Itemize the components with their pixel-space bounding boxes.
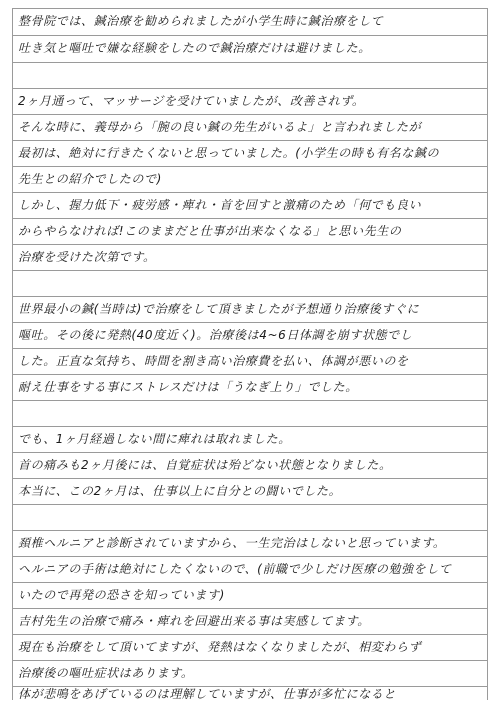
- letter-line-6: 最初は、絶対に行きたくないと思っていました。(小学生の時も有名な鍼の: [18, 146, 440, 160]
- letter-line-24: 吉村先生の治療で痛み・痺れを回避出来る事は実感してます。: [18, 614, 370, 628]
- letter-line-20: [18, 504, 484, 531]
- letter-line-22: ヘルニアの手術は絶対にしたくないので、(前職で少しだけ医療の勉強をして: [18, 562, 452, 576]
- letter-line-12: 世界最小の鍼(当時は)で治療をして頂きましたが予想通り治療後すぐに: [18, 302, 420, 316]
- letter-line-23: いたので再発の恐さを知っています): [18, 588, 225, 602]
- letter-line-25: 現在も治療をして頂いてますが、発熱はなくなりましたが、相変わらず: [18, 640, 422, 654]
- letter-line-26: 治療後の嘔吐症状はあります。: [18, 666, 194, 680]
- letter-line-2: 吐き気と嘔吐で嫌な経験をしたので鍼治療だけは避けました。: [18, 41, 371, 55]
- right-margin-line: [487, 8, 488, 700]
- left-margin-line: [12, 8, 13, 700]
- letter-line-3: [18, 62, 484, 89]
- letter-line-16: [18, 400, 484, 427]
- letter-line-13: 嘔吐。その後に発熱(40度近く)。治療後は4~6日体調を崩す状態でし: [18, 328, 413, 342]
- letter-line-5: そんな時に、義母から「腕の良い鍼の先生がいるよ」と言われましたが: [18, 120, 422, 134]
- letter-line-7: 先生との紹介でしたので): [18, 172, 162, 186]
- letter-line-19: 本当に、この2ヶ月は、仕事以上に自分との闘いでした。: [18, 484, 342, 498]
- letter-line-4: 2ヶ月通って、マッサージを受けていましたが、改善されず。: [18, 94, 365, 108]
- letter-line-14: した。正直な気持ち、時間を割き高い治療費を払い、体調が悪いのを: [18, 354, 409, 368]
- letter-line-9: からやらなければ!このままだと仕事が出来なくなる」と思い先生の: [18, 224, 402, 238]
- letter-line-8: しかし、握力低下・疲労感・痺れ・首を回すと激痛のため「何でも良い: [18, 198, 422, 212]
- letter-line-1: 整骨院では、鍼治療を勧められましたが小学生時に鍼治療をして: [18, 14, 384, 28]
- letter-line-21: 頚椎ヘルニアと診断されていますから、一生完治はしないと思っています。: [18, 536, 446, 550]
- letter-line-15: 耐え仕事をする事にストレスだけは「うなぎ上り」でした。: [18, 380, 358, 394]
- letter-line-17: でも、1ヶ月経過しない間に痺れは取れました。: [18, 432, 291, 446]
- letter-line-11: [18, 270, 484, 297]
- letter-line-10: 治療を受けた次第です。: [18, 250, 156, 264]
- letter-line-18: 首の痛みも2ヶ月後には、自覚症状は殆どない状態となりました。: [18, 458, 392, 472]
- letter-line-27: 体が悲鳴をあげているのは理解していますが、仕事が多忙になると: [18, 687, 397, 701]
